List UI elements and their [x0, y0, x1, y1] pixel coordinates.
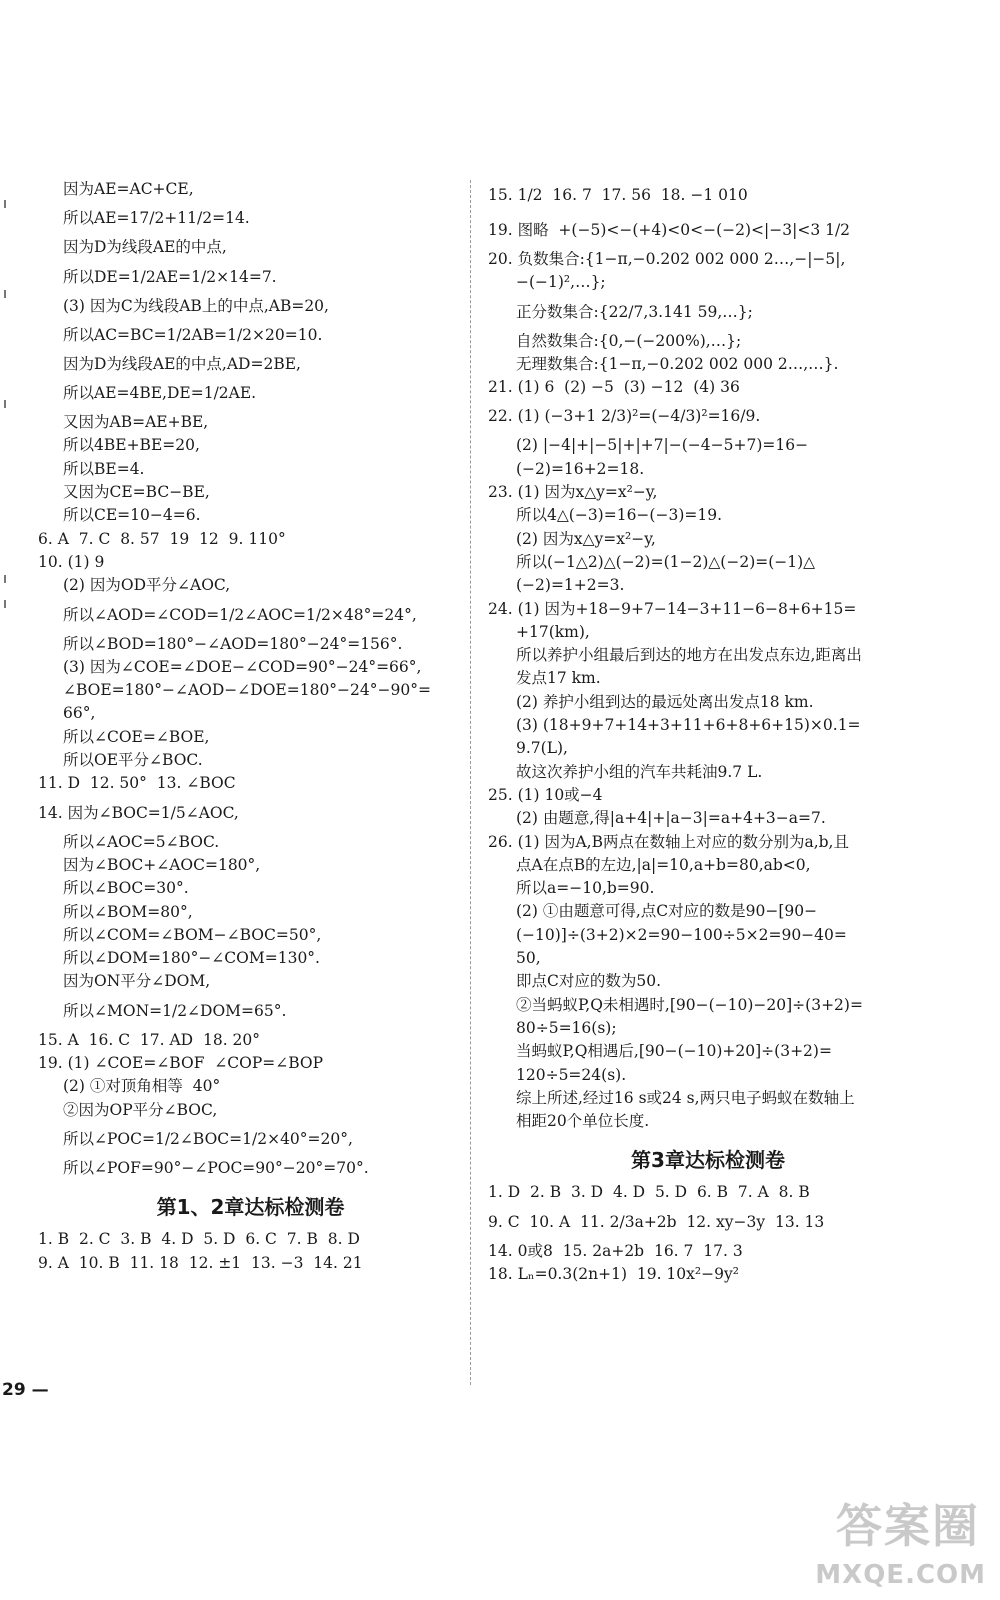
answer-line: 因为∠BOC+∠AOC=180°,: [63, 855, 261, 874]
answer-line: 因为D为线段AE的中点,AD=2BE,: [63, 354, 301, 373]
answer-line: 所以DE=1/2AE=1/2×14=7.: [63, 267, 277, 286]
answer-line: 所以a=−10,b=90.: [516, 879, 655, 898]
answer-line: 即点C对应的数为50.: [516, 972, 662, 991]
answer-line: 18. Lₙ=0.3(2n+1) 19. 10x²−9y²: [488, 1264, 739, 1283]
answer-line: 23. (1) 因为x△y=x²−y,: [488, 483, 658, 502]
answer-line: (3) 因为∠COE=∠DOE−∠COD=90°−24°=66°,: [63, 657, 422, 676]
answer-line: ②因为OP平分∠BOC,: [63, 1100, 218, 1119]
answer-line: 所以养护小组最后到达的地方在出发点东边,距离出: [516, 646, 862, 665]
right-column: [488, 178, 928, 1286]
answer-line: (2) 因为x△y=x²−y,: [516, 529, 656, 548]
answer-line: 无理数集合:{1−π,−0.202 002 000 2…,…}.: [516, 354, 839, 373]
answer-line: ②当蚂蚁P,Q未相遇时,[90−(−10)−20]÷(3+2)=: [516, 995, 863, 1014]
answer-line: 25. (1) 10或−4: [488, 785, 603, 804]
answer-line: 11. D 12. 50° 13. ∠BOC: [38, 774, 236, 793]
answer-line: 所以∠BOC=30°.: [63, 879, 189, 898]
answer-line: 相距20个单位长度.: [516, 1112, 650, 1131]
answer-line: 1. B 2. C 3. B 4. D 5. D 6. C 7. B 8. D: [38, 1230, 360, 1249]
answer-line: 50,: [516, 949, 541, 968]
answer-line: 故这次养护小组的汽车共耗油9.7 L.: [516, 762, 763, 781]
answer-line: 9. A 10. B 11. 18 12. ±1 13. −3 14. 21: [38, 1253, 363, 1272]
answer-line: 所以∠COM=∠BOM−∠BOC=50°,: [63, 925, 322, 944]
answer-line: 1. D 2. B 3. D 4. D 5. D 6. B 7. A 8. B: [488, 1183, 810, 1202]
answer-line: 14. 0或8 15. 2a+2b 16. 7 17. 3: [488, 1241, 743, 1260]
answer-line: 点A在点B的左边,|a|=10,a+b=80,ab<0,: [516, 855, 811, 874]
answer-line: (2) ①对顶角相等 40°: [63, 1077, 221, 1096]
answer-line: 所以AC=BC=1/2AB=1/2×20=10.: [63, 325, 323, 344]
answer-line: +17(km),: [516, 622, 590, 641]
answer-line: ∠BOE=180°−∠AOD−∠DOE=180°−24°−90°=: [63, 681, 431, 700]
answer-line: 综上所述,经过16 s或24 s,两只电子蚂蚁在数轴上: [516, 1088, 855, 1107]
answer-line: 24. (1) 因为+18−9+7−14−3+11−6−8+6+15=: [488, 599, 857, 618]
answer-line: 9.7(L),: [516, 739, 568, 758]
answer-line: (2) 养护小组到达的最远处离出发点18 km.: [516, 692, 814, 711]
answer-line: 因为D为线段AE的中点,: [63, 238, 227, 257]
answer-line: (2) 由题意,得|a+4|+|a−3|=a+4+3−a=7.: [516, 809, 826, 828]
watermark-logo: [804, 1484, 994, 1594]
answer-line: (2) ①由题意可得,点C对应的数是90−[90−: [516, 902, 818, 921]
page-number: 29 —: [2, 1380, 49, 1400]
watermark-url: MXQE.COM: [815, 1560, 986, 1590]
answer-line: 66°,: [63, 704, 96, 723]
answer-line: 又因为AB=AE+BE,: [63, 413, 209, 432]
answer-line: 所以AE=17/2+11/2=14.: [63, 209, 250, 228]
answer-line: 所以∠AOC=5∠BOC.: [63, 832, 220, 851]
answer-line: (3) (18+9+7+14+3+11+6+8+6+15)×0.1=: [516, 716, 861, 735]
section-heading: 第3章达标检测卷: [631, 1148, 785, 1173]
answer-line: 22. (1) (−3+1 2/3)²=(−4/3)²=16/9.: [488, 407, 761, 426]
section-heading: 第1、2章达标检测卷: [156, 1195, 345, 1220]
answer-line: 所以∠AOD=∠COD=1/2∠AOC=1/2×48°=24°,: [63, 605, 417, 624]
answer-line: (−10)]÷(3+2)×2=90−100÷5×2=90−40=: [516, 925, 847, 944]
answer-line: 所以∠POF=90°−∠POC=90°−20°=70°.: [63, 1158, 369, 1177]
answer-line: 14. 因为∠BOC=1/5∠AOC,: [38, 803, 239, 822]
answer-line: 所以∠BOD=180°−∠AOD=180°−24°=156°.: [63, 634, 403, 653]
answer-line: 15. A 16. C 17. AD 18. 20°: [38, 1030, 261, 1049]
answer-line: 10. (1) 9: [38, 552, 105, 571]
answer-line: 所以4△(−3)=16−(−3)=19.: [516, 506, 723, 525]
answer-line: 正分数集合:{22/7,3.141 59,…};: [516, 302, 753, 321]
answer-line: 所以BE=4.: [63, 459, 145, 478]
answer-line: 所以∠MON=1/2∠DOM=65°.: [63, 1001, 287, 1020]
answer-line: −(−1)²,…};: [516, 273, 606, 292]
answer-line: 所以∠COE=∠BOE,: [63, 727, 210, 746]
answer-line: (2) |−4|+|−5|+|+7|−(−4−5+7)=16−: [516, 436, 809, 455]
binding-marks: [4, 180, 14, 630]
answer-line: 所以AE=4BE,DE=1/2AE.: [63, 384, 257, 403]
answer-line: 80÷5=16(s);: [516, 1018, 617, 1037]
answer-line: 当蚂蚁P,Q相遇后,[90−(−10)+20]÷(3+2)=: [516, 1042, 832, 1061]
answer-line: (2) 因为OD平分∠AOC,: [63, 576, 231, 595]
answer-line: 自然数集合:{0,−(−200%),…};: [516, 331, 742, 350]
answer-line: 又因为CE=BC−BE,: [63, 483, 210, 502]
answer-line: 120÷5=24(s).: [516, 1065, 627, 1084]
answer-line: 所以∠POC=1/2∠BOC=1/2×40°=20°,: [63, 1129, 353, 1148]
answer-line: 发点17 km.: [516, 669, 601, 688]
answer-line: 所以CE=10−4=6.: [63, 506, 201, 525]
answer-line: 26. (1) 因为A,B两点在数轴上对应的数分别为a,b,且: [488, 832, 849, 851]
answer-line: (−2)=16+2=18.: [516, 459, 645, 478]
answer-line: 所以OE平分∠BOC.: [63, 751, 203, 770]
column-divider: [470, 180, 471, 1385]
answer-line: 6. A 7. C 8. 57 19 12 9. 110°: [38, 529, 286, 548]
answer-line: (3) 因为C为线段AB上的中点,AB=20,: [63, 296, 329, 315]
answer-line: 因为AE=AC+CE,: [63, 180, 194, 198]
answer-line: 19. 图略 +(−5)<−(+4)<0<−(−2)<|−3|<3 1/2: [488, 221, 851, 239]
left-column: [38, 178, 463, 1275]
answer-line: 19. (1) ∠COE=∠BOF ∠COP=∠BOP: [38, 1054, 324, 1073]
answer-line: 因为ON平分∠DOM,: [63, 972, 211, 991]
answer-line: 所以∠BOM=80°,: [63, 902, 193, 921]
answer-line: 9. C 10. A 11. 2/3a+2b 12. xy−3y 13. 13: [488, 1212, 825, 1231]
answer-line: 15. 1/2 16. 7 17. 56 18. −1 010: [488, 186, 748, 204]
answer-line: 所以(−1△2)△(−2)=(1−2)△(−2)=(−1)△: [516, 552, 816, 571]
answer-line: 所以4BE+BE=20,: [63, 436, 200, 455]
answer-line: 20. 负数集合:{1−π,−0.202 002 000 2…,−|−5|,: [488, 250, 846, 268]
answer-line: (−2)=1+2=3.: [516, 576, 625, 595]
answer-line: 所以∠DOM=180°−∠COM=130°.: [63, 949, 320, 968]
watermark-main: 答案圈: [836, 1499, 980, 1553]
answer-line: 21. (1) 6 (2) −5 (3) −12 (4) 36: [488, 378, 740, 397]
